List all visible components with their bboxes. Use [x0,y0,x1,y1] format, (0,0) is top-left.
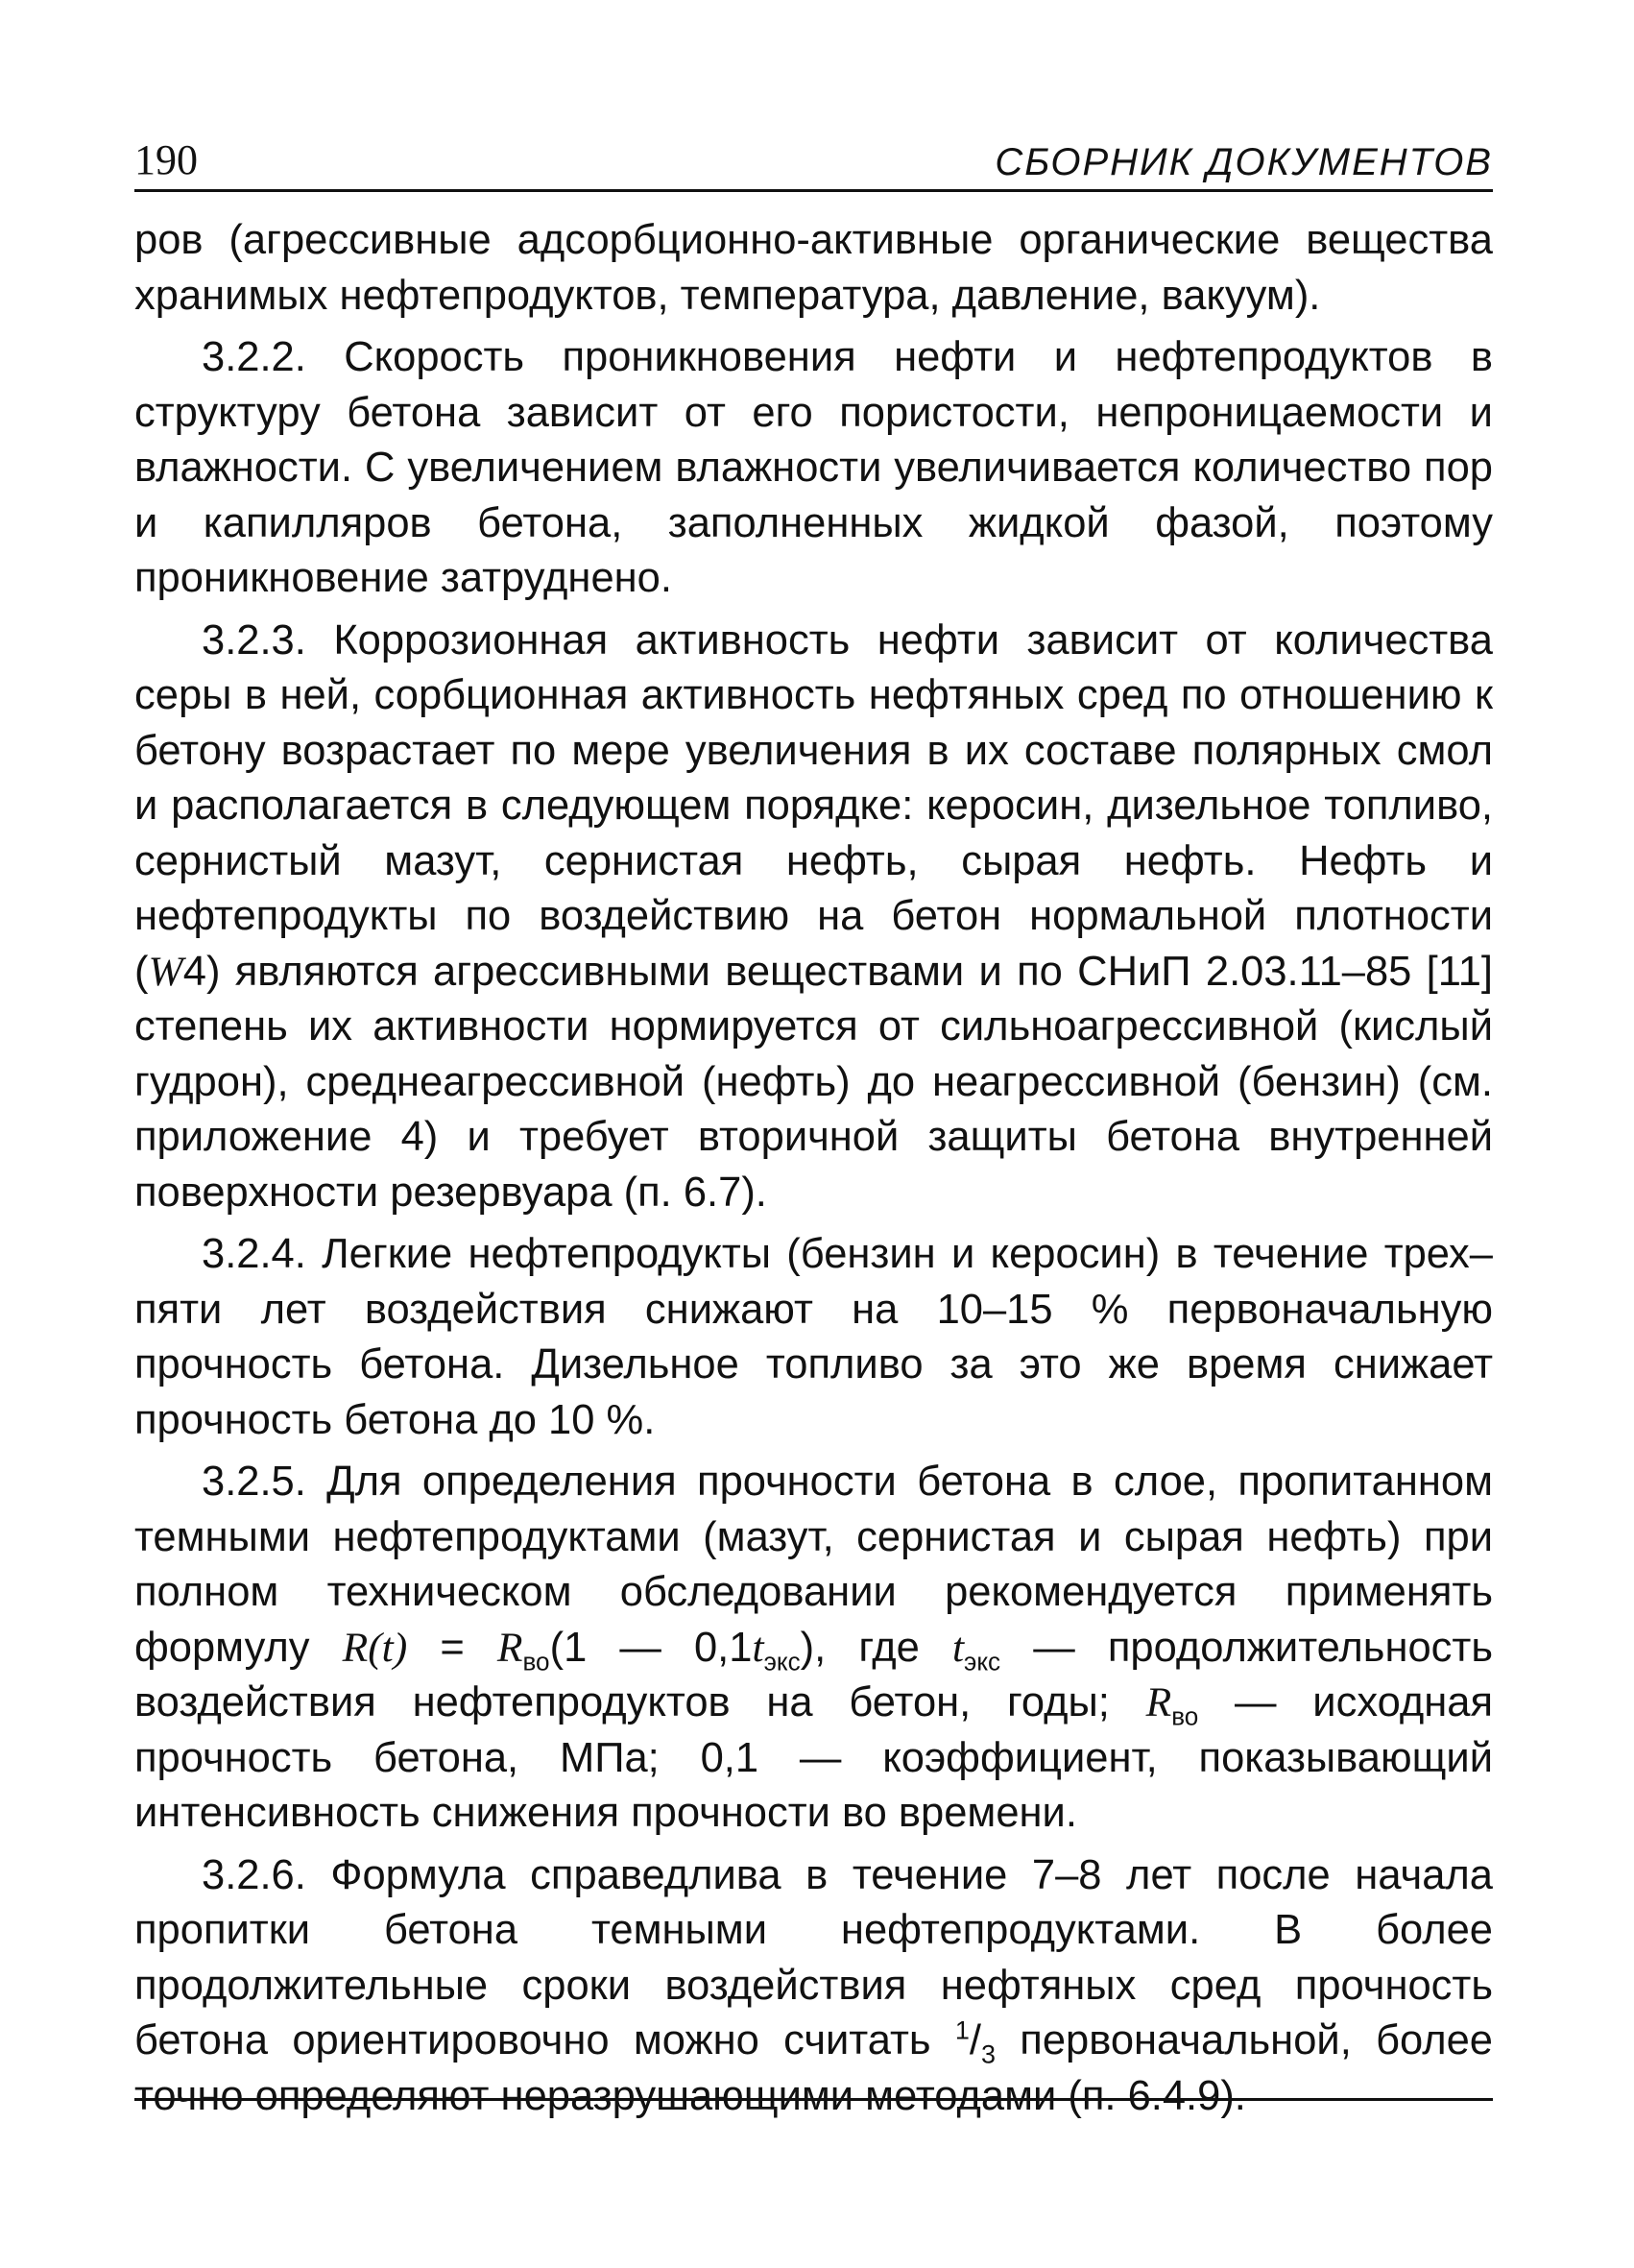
paragraph-text: 3.2.3. Коррозионная активность нефти зависит от количества серы в ней, сорбционная активность нефтяных сред по отношению к бетону возрастает по мере увеличения в их составе полярных смол и располагается в следующем порядке: керосин, дизельное топливо, сернистый мазут, сернистая нефть, сырая нефть. Нефть и нефтепродукты по воздействию на бетон нормальной плотности ( [134,616,1493,995]
paragraph-text: 3.2.6. Формула справедлива в течение 7–8 лет после начала пропитки бетона темными нефтепродуктами. В более продолжительные сроки воздействия нефтяных сред прочность бетона ориентировочно можно считать [134,1851,1493,2063]
paragraph-continuation: ров (агрессивные адсорбционно-активные органические вещества хранимых нефтепродуктов, температура, давление, вакуум). [134,217,1493,319]
paragraph-text: — продолжительность воздействия нефтепродуктов на бетон, годы; [134,1624,1494,1725]
formula-t-symbol: t [951,1624,965,1671]
formula-t-symbol: t [752,1624,764,1671]
paragraph-text: — исходная прочность бетона, МПа; 0,1 — коэффициент, показывающий интенсивность снижения прочности во времени. [134,1679,1493,1836]
formula-text: (1 — 0,1 [549,1624,753,1671]
paragraph-text: 4) являются агрессивными веществами и по СНиП 2.03.11–85 [11] степень их активности нормируется от сильноагрессивной (кислый гудрон), среднеагрессивной (нефть) до неагрессивной (бензин) (см. приложение 4) и требует вторичной защиты бетона внутренней поверхности резервуара (п. 6.7). [134,948,1493,1216]
formula-subscript: во [1171,1701,1199,1731]
paragraph-3-2-6 [134,1848,1493,2125]
paragraph-text: ), где [800,1624,952,1671]
formula-equals: = [407,1624,497,1671]
document-page [134,136,1494,2124]
formula-r-symbol: R [1145,1679,1172,1725]
water-resistance-symbol: W [148,948,183,995]
footer-divider [134,2098,1493,2101]
fraction-denominator: 3 [980,2039,996,2069]
paragraph-text: 3.2.5. Для определения прочности бетона в слое, пропитанном темными нефтепродуктами (мазут, сернистая и сырая нефть) при полном техническом обследовании рекомендуется применять формулу [134,1459,1493,1671]
formula-lhs: R(t) [342,1624,408,1671]
paragraph-3-2-4: 3.2.4. Легкие нефтепродукты (бензин и керосин) в течение трех–пяти лет воздействия снижают на 10–15 % первоначальную прочность бетона. Дизельное топливо за это же время снижает прочность бетона до 10 %. [134,1231,1493,1443]
paragraph-3-2-5 [134,1455,1493,1842]
paragraph-text: первоначальной, более точно определяют неразрушающими методами (п. 6.4.9). [134,2017,1494,2119]
fraction-numerator: 1 [954,2015,970,2045]
page-number: 190 [134,136,198,183]
formula-r-symbol: R [496,1624,523,1671]
body-text [134,213,1493,2124]
paragraph-3-2-3 [134,614,1493,1221]
formula-subscript: экс [964,1647,1001,1677]
formula-subscript: экс [763,1647,801,1677]
page-header [134,136,1493,192]
running-title: СБОРНИК ДОКУМЕНТОВ [995,141,1493,183]
fraction-slash: / [969,2017,981,2063]
formula-subscript: во [522,1647,550,1677]
paragraph-3-2-2: 3.2.2. Скорость проникновения нефти и нефтепродуктов в структуру бетона зависит от его пористости, непроницаемости и влажности. С увеличением влажности увеличивается количество пор и капилляров бетона, заполненных жидкой фазой, поэтому проникновение затруднено. [134,334,1493,601]
fraction-one-third [954,2015,996,2069]
